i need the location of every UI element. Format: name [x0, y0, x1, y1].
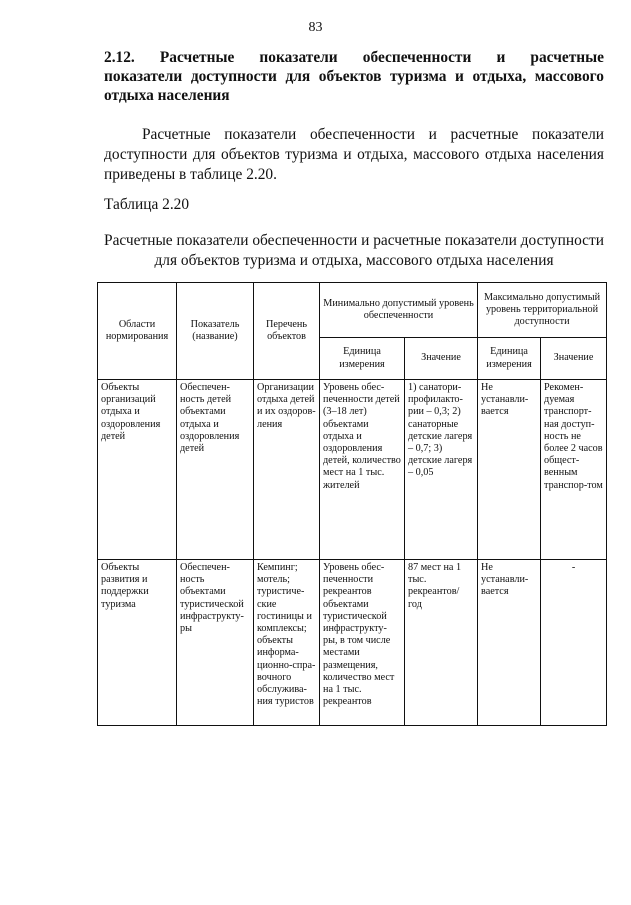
intro-line: приведены в таблице 2.20.: [104, 166, 277, 183]
cell-indicator: Обеспечен-ность детей объектами отдыха и оздоровления детей: [177, 380, 254, 560]
table-title-line: Расчетные показатели обеспеченности и расчетные показатели доступности: [104, 232, 604, 249]
table-row: [98, 560, 607, 726]
page-number: 83: [308, 20, 323, 35]
cell-unit: Уровень обес-печенности детей (3–18 лет) объектами отдыха и оздоровления детей, количество мест на 1 тыс. жителей: [320, 380, 405, 560]
cell-value: 1) санатори-профилакто-рии – 0,3; 2) санаторные детские лагеря – 0,7; 3) детские лагеря – 0,05: [405, 380, 478, 560]
cell-objects: Организации отдыха детей и их оздоров-ления: [254, 380, 320, 560]
cell-area: Объекты развития и поддержки туризма: [98, 560, 177, 726]
heading-line: отдыха населения: [104, 87, 230, 104]
header-value-2: Значение: [541, 338, 607, 380]
intro-line: доступности для объектов туризма и отдыха, массового отдыха населения: [104, 146, 604, 163]
cell-objects: Кемпинг; мотель; туристиче-ские гостиницы и комплексы; объекты информа-ционно-спра-вочного обслужива-ния туристов: [254, 560, 320, 726]
header-indicator: Показатель (название): [177, 283, 254, 380]
cell-indicator: Обеспечен-ность объектами туристической инфраструкту-ры: [177, 560, 254, 726]
heading-line: показатели доступности для объектов туризма и отдыха, массового: [104, 68, 604, 85]
section-heading: [104, 48, 604, 105]
heading-line: 2.12. Расчетные показатели обеспеченности и расчетные: [104, 49, 604, 66]
header-objects: Перечень объектов: [254, 283, 320, 380]
cell-value: 87 мест на 1 тыс. рекреантов/ год: [405, 560, 478, 726]
table-label: Таблица 2.20: [104, 196, 190, 213]
header-max-level: Максимально допустимый уровень территориальной доступности: [478, 283, 607, 338]
cell-value-2: [541, 560, 607, 726]
header-value: Значение: [405, 338, 478, 380]
cell-unit-2: Не устанавли-вается: [478, 380, 541, 560]
table-title-line: для объектов туризма и отдыха, массового отдыха населения: [154, 252, 554, 269]
table-title: [104, 231, 604, 271]
intro-paragraph: [104, 125, 604, 185]
cell-value-2: Рекомен-дуемая транспорт-ная доступ-ность не более 2 часов общест-венным транспор-том: [541, 380, 607, 560]
cell-unit-2: Не устанавли-вается: [478, 560, 541, 726]
table-row: [98, 380, 607, 560]
header-unit-2: Единица измерения: [478, 338, 541, 380]
cell-unit: Уровень обес-печенности рекреантов объектами туристической инфраструкту-ры, в том числе местами размещения, количество мест на 1 тыс. рекреантов: [320, 560, 405, 726]
header-area: Области нормирования: [98, 283, 177, 380]
table-header-row: [98, 283, 607, 338]
header-unit: Единица измерения: [320, 338, 405, 380]
header-min-level: Минимально допустимый уровень обеспеченности: [320, 283, 478, 338]
norms-table: [97, 282, 607, 726]
intro-line: Расчетные показатели обеспеченности и расчетные показатели: [142, 126, 604, 143]
dash-value: -: [571, 562, 576, 573]
cell-area: Объекты организаций отдыха и оздоровления детей: [98, 380, 177, 560]
